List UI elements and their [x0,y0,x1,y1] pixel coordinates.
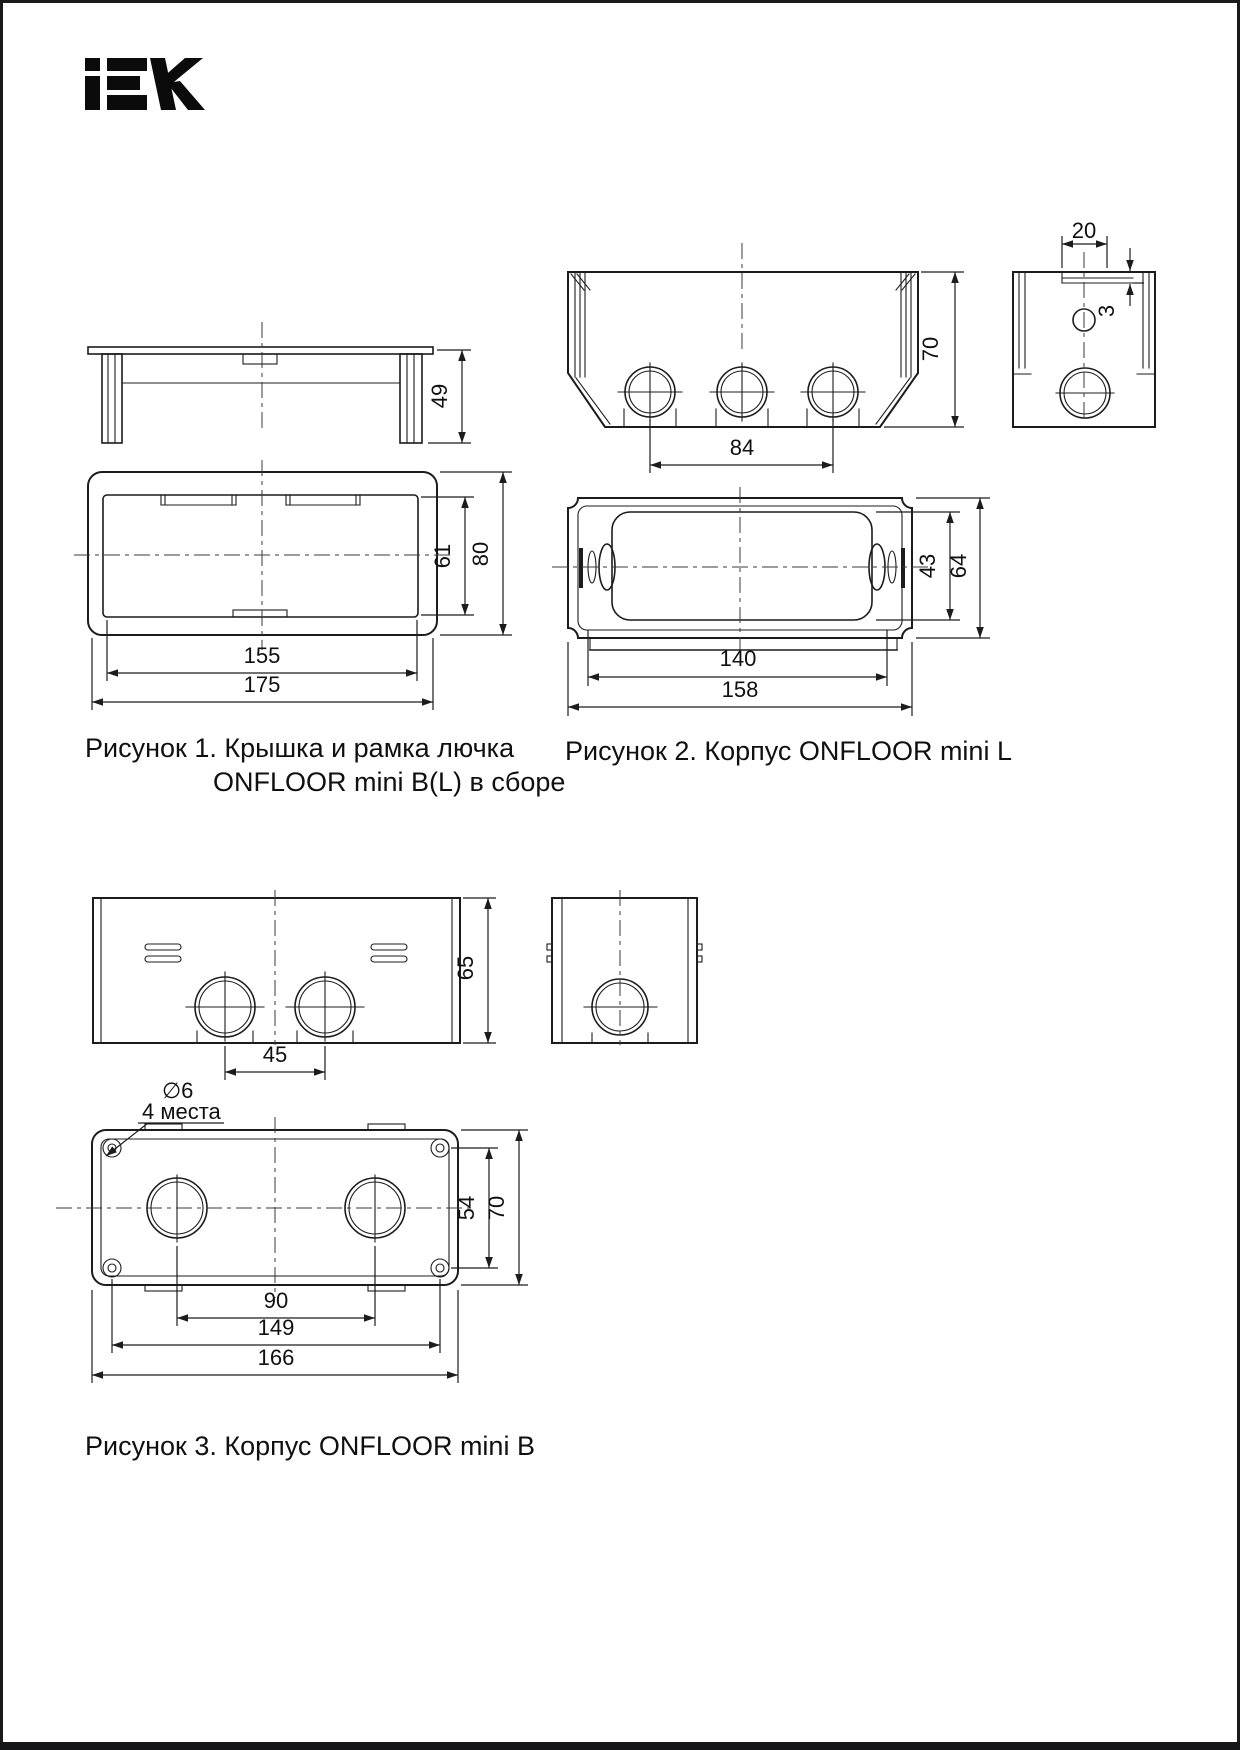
dim-label-64: 64 [946,553,971,579]
hole-places-label: 4 места [142,1099,221,1124]
dim-label-54: 54 [454,1195,479,1221]
dim-label-49: 49 [427,383,452,409]
logo-i-dot [85,58,100,71]
dim-label-20: 20 [1071,218,1097,243]
dim-label-61: 61 [430,543,455,569]
fig1-caption-line2: ONFLOOR mini B(L) в сборе [213,767,566,797]
dim-label-158: 158 [721,677,759,702]
dim-label-70b: 70 [484,1195,509,1221]
dim-label-45: 45 [262,1042,288,1067]
dim-label-155: 155 [243,643,281,668]
fig1-caption [85,733,565,797]
logo-e-bottom [107,95,147,110]
fig2-caption: Рисунок 2. Корпус ONFLOOR mini L [565,736,1012,766]
hole-diameter-label: ∅6 [162,1078,194,1103]
dim-label-3: 3 [1094,304,1119,318]
fig2-front-view [568,243,964,473]
dim-label-80: 80 [468,541,493,567]
dim-label-166: 166 [257,1345,295,1370]
fig2-side-view [1013,218,1155,427]
fig1-side-view [88,322,471,443]
dim-label-65: 65 [453,955,478,981]
iek-logo [85,58,205,110]
dim-label-90: 90 [263,1288,289,1313]
logo-i-stem [85,76,100,110]
logo-e-mid [107,76,140,90]
fig1-top-view [74,460,512,710]
dim-label-175: 175 [243,672,281,697]
logo-e-top [107,58,147,71]
page-footer-rule [0,1742,1240,1750]
dim-label-149: 149 [257,1315,295,1340]
fig2-top-view [552,487,990,716]
dim-label-140: 140 [719,646,757,671]
dim-label-43: 43 [915,553,940,579]
dim-label-70: 70 [918,336,943,362]
fig3-caption: Рисунок 3. Корпус ONFLOOR mini B [85,1431,535,1461]
page-border [2,2,1239,1748]
fig3-side-view [547,890,702,1045]
dim-label-84: 84 [729,435,755,460]
fig3-bottom-view [56,1078,528,1383]
fig3-front-view [93,890,496,1080]
fig1-caption-line1: Рисунок 1. Крышка и рамка лючка [85,733,515,763]
